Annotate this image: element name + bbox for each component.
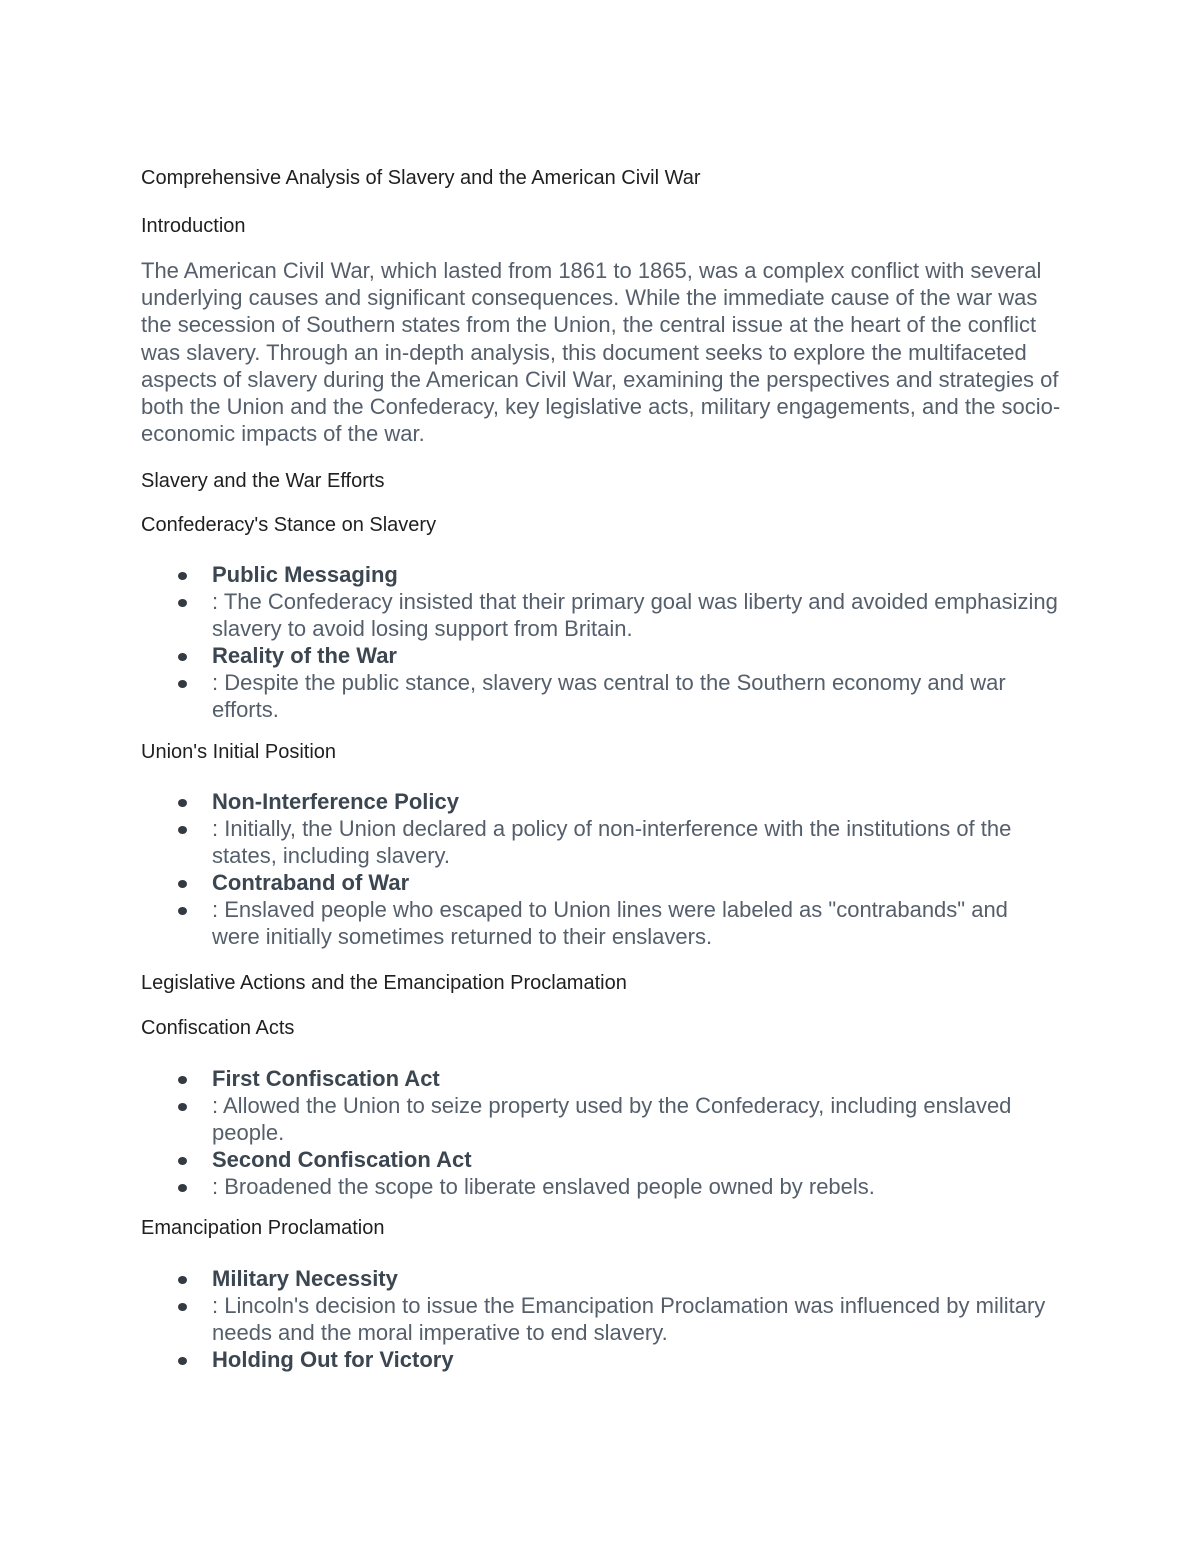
list-item: Reality of the War bbox=[141, 642, 1061, 669]
list-item: : Despite the public stance, slavery was central to the Southern economy and war efforts. bbox=[141, 669, 1061, 723]
introduction-heading: Introduction bbox=[141, 215, 246, 237]
bullet-list-confederacy bbox=[141, 561, 1061, 723]
bullet-list-emancipation bbox=[141, 1265, 1061, 1373]
subheading-emancipation-proclamation: Emancipation Proclamation bbox=[141, 1217, 385, 1240]
document-content bbox=[141, 163, 1061, 1373]
list-item: : Initially, the Union declared a policy of non-interference with the institutions of the states, including slavery. bbox=[141, 815, 1061, 869]
list-item: Contraband of War bbox=[141, 869, 1061, 896]
list-item: : Broadened the scope to liberate enslaved people owned by rebels. bbox=[141, 1173, 1061, 1200]
bullet-list-union bbox=[141, 788, 1061, 950]
introduction-paragraph: The American Civil War, which lasted from 1861 to 1865, was a complex conflict with several underlying causes and significant consequences. While the immediate cause of the war was the secession of Southern states from the Union, the central issue at the heart of the conflict was slavery. Through an in-depth analysis, this document seeks to explore the multifaceted aspects of slavery during the American Civil War, examining the perspectives and strategies of both the Union and the Confederacy, key legislative acts, military engagements, and the socio-economic impacts of the war. bbox=[141, 258, 1061, 447]
list-item: First Confiscation Act bbox=[141, 1065, 1061, 1092]
subheading-union-position: Union's Initial Position bbox=[141, 741, 337, 764]
section-heading-legislative-actions: Legislative Actions and the Emancipation Proclamation bbox=[141, 972, 627, 995]
list-item: : Enslaved people who escaped to Union lines were labeled as "contrabands" and were initially sometimes returned to their enslavers. bbox=[141, 896, 1061, 950]
list-item: Public Messaging bbox=[141, 561, 1061, 588]
document-title: Comprehensive Analysis of Slavery and the American Civil War bbox=[141, 167, 701, 189]
subheading-confederacy-stance: Confederacy's Stance on Slavery bbox=[141, 514, 437, 537]
list-item: Non-Interference Policy bbox=[141, 788, 1061, 815]
list-item: Holding Out for Victory bbox=[141, 1346, 1061, 1373]
section-heading-war-efforts: Slavery and the War Efforts bbox=[141, 470, 385, 493]
subheading-confiscation-acts: Confiscation Acts bbox=[141, 1017, 295, 1040]
bullet-list-confiscation bbox=[141, 1065, 1061, 1200]
list-item: Second Confiscation Act bbox=[141, 1146, 1061, 1173]
list-item: Military Necessity bbox=[141, 1265, 1061, 1292]
list-item: : Allowed the Union to seize property used by the Confederacy, including enslaved people. bbox=[141, 1092, 1061, 1146]
list-item: : The Confederacy insisted that their primary goal was liberty and avoided emphasizing slavery to avoid losing support from Britain. bbox=[141, 588, 1061, 642]
list-item: : Lincoln's decision to issue the Emancipation Proclamation was influenced by military needs and the moral imperative to end slavery. bbox=[141, 1292, 1061, 1346]
